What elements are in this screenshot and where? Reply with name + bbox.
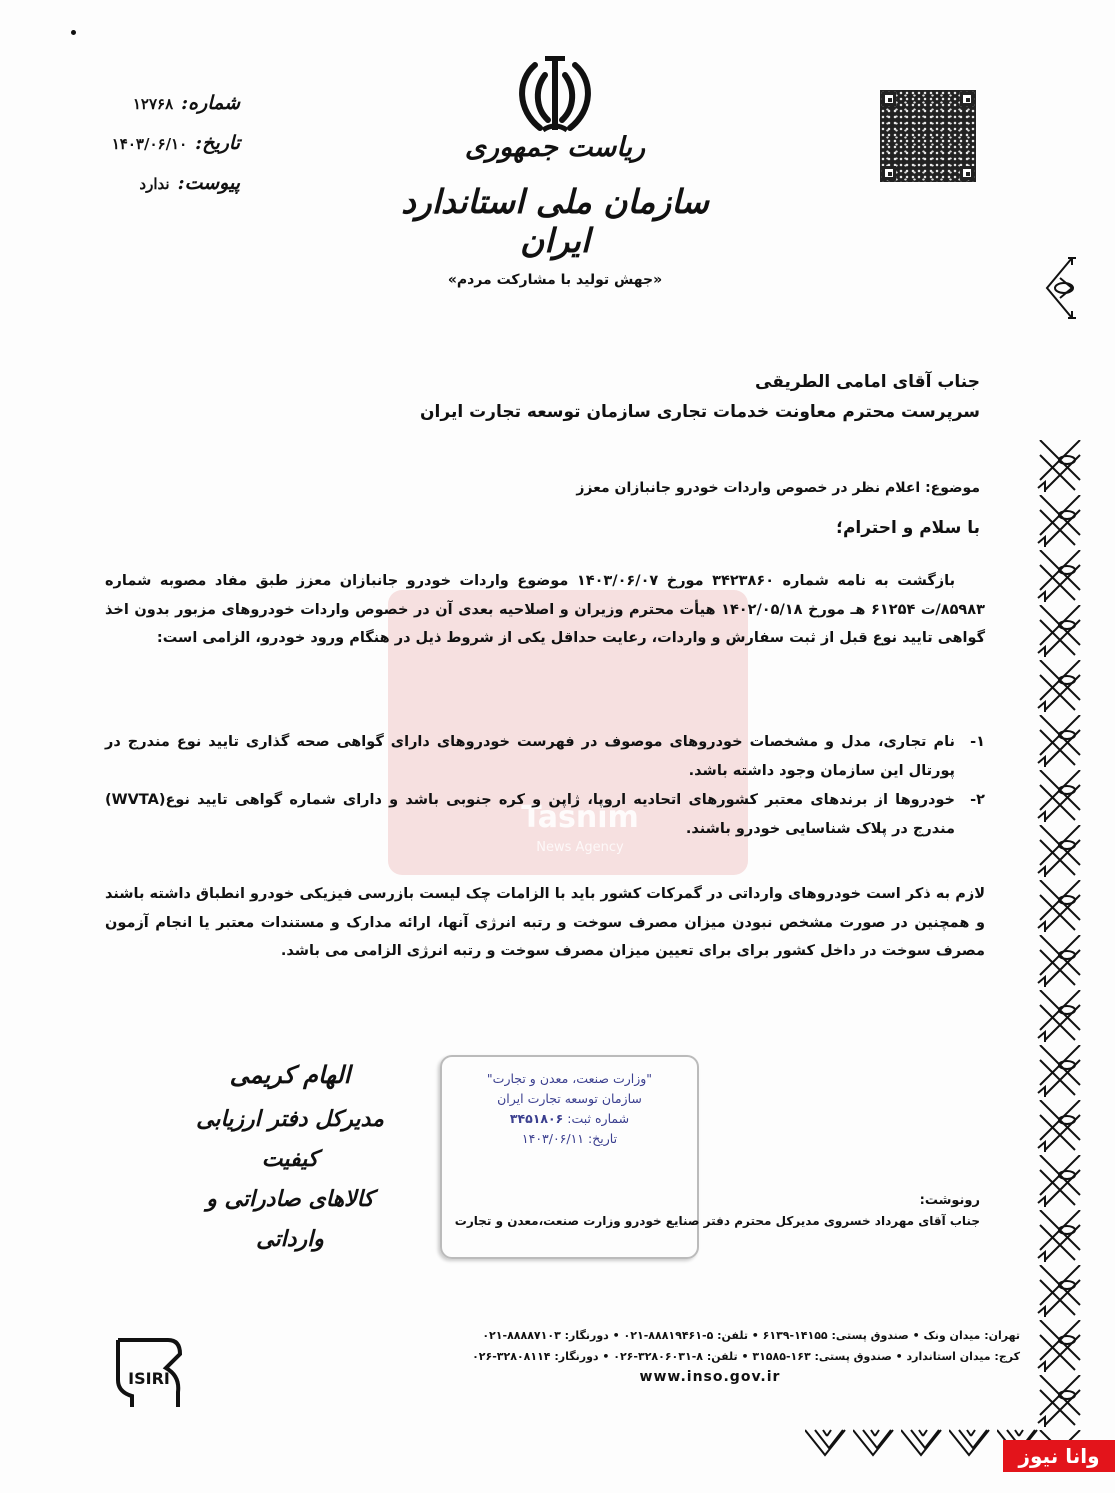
stamp-date-value: ۱۴۰۳/۰۶/۱۱	[521, 1131, 585, 1146]
qr-finder-pattern	[960, 92, 974, 106]
qr-finder-pattern	[882, 166, 896, 180]
slogan: «جهش تولید با مشارکت مردم»	[447, 272, 663, 288]
letter-greeting: با سلام و احترام؛	[836, 518, 980, 538]
watermark-subtext: News Agency	[536, 840, 624, 855]
letter-date-value: ۱۴۰۳/۰۶/۱۰	[111, 135, 188, 153]
signatory-title-line1: مدیرکل دفتر ارزیابی کیفیت	[196, 1106, 384, 1172]
stamp-reg-number: ۳۴۵۱۸۰۶	[509, 1111, 564, 1126]
addressee-name: جناب آقای امامی الطریقی	[755, 372, 980, 392]
list-item	[105, 728, 985, 786]
conditions-list	[105, 728, 985, 844]
letter-date-label: تاریخ:	[195, 132, 240, 154]
stamp-date-label: تاریخ:	[588, 1131, 618, 1146]
letter-subject: موضوع: اعلام نظر در خصوص واردات خودرو جانبازان معزز	[576, 480, 980, 496]
ornament-motif-icon	[1042, 253, 1078, 323]
letter-number-label: شماره:	[181, 92, 240, 114]
presidency-title: ریاست جمهوری	[464, 132, 646, 163]
stamp-reg-row	[442, 1109, 697, 1129]
iran-emblem-icon	[505, 50, 605, 140]
footer-karaj-address: کرج: میدان استاندارد • صندوق پستی: ۱۶۳-۳۱۵۸۵ • تلفن: ۸-۳۲۸۰۶۰۳۱-۰۲۶ • دورنگار: ۳۲۸۰۸۱۱۴-۰۲۶	[472, 1350, 1020, 1363]
list-item-text: خودروها از برندهای معتبر کشورهای اتحادیه اروپا، ژاپن و کره جنوبی باشد و دارای شماره گواهی تایید نوع(WVTA) مندرج در پلاک شناسایی خودرو باشند.	[105, 792, 955, 837]
signatory-name: الهام کریمی	[229, 1060, 351, 1089]
cc-recipient: جناب آقای مهرداد خسروی مدیرکل محترم دفتر صنایع خودرو وزارت صنعت،معدن و تجارت	[454, 1214, 980, 1228]
letter-number-row	[80, 92, 240, 132]
qr-finder-pattern	[960, 166, 974, 180]
svg-text:ISIRI: ISIRI	[128, 1369, 170, 1388]
qr-code-icon	[880, 90, 976, 182]
qr-finder-pattern	[882, 92, 896, 106]
letter-meta	[80, 92, 240, 212]
body-paragraph-2: لازم به ذکر است خودروهای وارداتی در گمرکات کشور باید با الزامات چک لیست بازرسی فیزیکی خودرو انطباق داشته باشند و همچنین در صورت مشخص نبودن میزان مصرف سوخت و رتبه انرژی آنها، ارائه مدارک و مستندات معتبر یا انجام آزمون مصرف سوخت در داخل کشور برای برای تعیین میزان مصرف سوخت و رتبه انرژی الزامی می باشد.	[105, 886, 985, 959]
scan-dot	[71, 30, 76, 35]
stamp-ministry: "وزارت صنعت، معدن و تجارت"	[486, 1071, 653, 1086]
watermark-text: Tasnim	[521, 800, 639, 835]
list-item	[105, 786, 985, 844]
letter-number-value: ۱۲۷۶۸	[132, 95, 174, 113]
registration-stamp	[440, 1055, 699, 1259]
letter-attachment-row	[80, 172, 240, 212]
stamp-reg-label: شماره ثبت:	[567, 1111, 630, 1126]
cc-label: رونوشت:	[919, 1193, 980, 1208]
letter-attachment-value: ندارد	[139, 175, 170, 193]
signatory-title-line2: کالاهای صادراتی و وارداتی	[206, 1186, 374, 1252]
list-item-text: نام تجاری، مدل و مشخصات خودروهای موصوف در فهرست خودروهای دارای گواهی صحه گذاری تایید نوع مندرج در پورتال این سازمان وجود داشته باشد.	[105, 734, 955, 779]
stamp-date-row	[442, 1129, 697, 1149]
list-item-number: ۲-	[970, 792, 985, 808]
letter-attachment-label: پیوست:	[177, 172, 240, 194]
body-paragraph-1: بازگشت به نامه شماره ۳۴۲۳۸۶۰ مورخ ۱۴۰۳/۰۶/۰۷ موضوع واردات خودرو جانبازان معزز طبق مفاد مصوبه شماره ۸۵۹۸۳/ت ۶۱۲۵۴ هـ مورخ ۱۴۰۲/۰۵/۱۸ هیأت محترم وزیران و اصلاحیه بعدی آن در خصوص واردات خودروهای مزبور بدون اخذ گواهی تایید نوع قبل از ثبت سفارش و واردات، رعایت حداقل یکی از شروط ذیل در هنگام ورود خودرو، الزامی است:	[105, 573, 985, 646]
footer-tehran-address: تهران: میدان ونک • صندوق پستی: ۱۴۱۵۵-۶۱۳۹ • تلفن: ۵-۸۸۸۱۹۴۶۱-۰۲۱ • دورنگار: ۸۸۸۸۷۱۰۳-۰۲۱	[482, 1329, 1020, 1342]
stamp-content	[442, 1069, 697, 1149]
ornament-border-side	[1035, 440, 1085, 1445]
letter-date-row	[80, 132, 240, 172]
stamp-org: سازمان توسعه تجارت ایران	[497, 1091, 642, 1106]
signature-block	[175, 1060, 405, 1259]
footer-contact	[400, 1325, 1020, 1388]
news-logo: وانا نیوز	[1003, 1440, 1115, 1472]
footer-website-link[interactable]: www.inso.gov.ir	[639, 1369, 781, 1385]
organization-title: سازمان ملی استاندارد ایران	[401, 182, 709, 260]
addressee-title: سرپرست محترم معاونت خدمات تجاری سازمان توسعه تجارت ایران	[420, 402, 980, 422]
addressee	[280, 372, 980, 422]
inso-logo-icon	[108, 1332, 190, 1410]
list-item-number: ۱-	[970, 734, 985, 750]
